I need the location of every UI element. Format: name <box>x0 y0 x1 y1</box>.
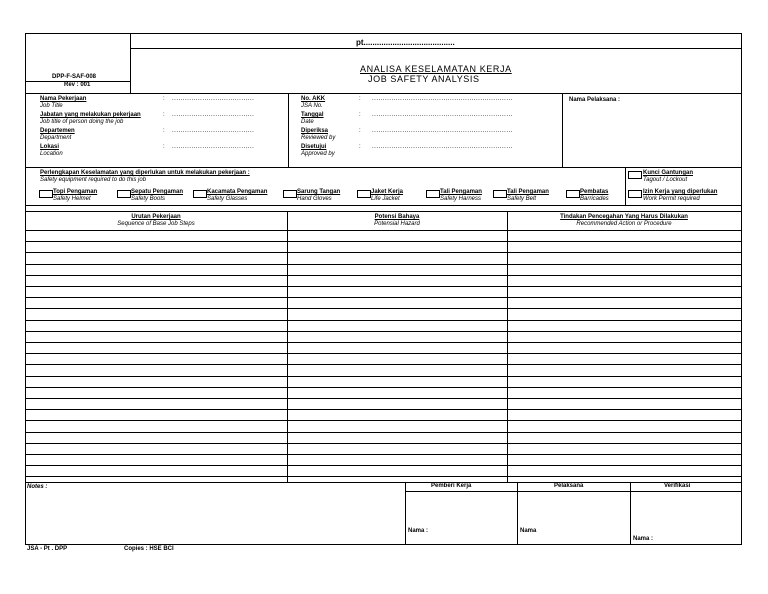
info-divider-1 <box>288 93 289 168</box>
ppe-item-label: Sepatu Pengaman <box>131 189 184 195</box>
header-divider <box>130 34 131 93</box>
info-left-label: Lokasi <box>40 144 60 150</box>
info-mid-colon: : <box>359 144 361 150</box>
pelaksana-label: Nama Pelaksana : <box>569 97 621 103</box>
table-row[interactable] <box>26 409 742 410</box>
jsa-form <box>25 33 742 545</box>
column-header-label: Urutan Pekerjaan <box>131 214 181 220</box>
column-header-sub: Sequence of Base Job Steps <box>117 221 195 227</box>
ppe-checkbox[interactable] <box>426 190 440 198</box>
sign-header-pelaksana: Pelaksana <box>554 483 584 489</box>
info-bottom <box>26 167 742 168</box>
ppe-item-sub: Safety Belt <box>507 196 537 202</box>
info-mid-label: Tanggal <box>301 112 324 118</box>
sign-name-pemberi[interactable]: Nama : <box>408 528 429 534</box>
info-left-field[interactable]: ...................................... <box>172 96 255 102</box>
footer-copies: Copies : HSE BCI <box>124 546 174 552</box>
company-name: pt......................................... <box>356 38 455 47</box>
table-row[interactable] <box>26 264 742 265</box>
ppe-item-sub: Safety Boots <box>131 196 166 202</box>
table-row[interactable] <box>26 432 742 433</box>
ppe-extra-label: Izin Kerja yang diperlukan <box>643 189 718 195</box>
ppe-checkbox[interactable] <box>357 190 371 198</box>
ppe-heading: Perlengkapan Keselamatan yang diperlukan untuk melakukan pekerjaan : <box>40 170 250 176</box>
footer-doc-ref: JSA - Pt . DPP <box>27 546 68 552</box>
table-row[interactable] <box>26 353 742 354</box>
ppe-item-label: Tali Pengaman <box>507 189 549 195</box>
info-mid-colon: : <box>359 96 361 102</box>
ppe-checkbox[interactable] <box>39 190 53 198</box>
info-left-field[interactable]: ...................................... <box>172 144 255 150</box>
ppe-checkbox[interactable] <box>566 190 580 198</box>
sign-header-pemberi: Pemberi Kerja <box>431 483 472 489</box>
sign-name-pelaksana[interactable]: Nama <box>520 528 537 534</box>
table-row[interactable] <box>26 230 742 231</box>
table-row[interactable] <box>26 331 742 332</box>
ppe-item-sub: Life Jacket <box>371 196 400 202</box>
table-row[interactable] <box>26 275 742 276</box>
info-mid-sub: Date <box>301 119 314 125</box>
ppe-item-label: Jaket Kerja <box>371 189 404 195</box>
ppe-item-sub: Barricades <box>580 196 609 202</box>
ppe-extra-sub: Tagout / Lockout <box>643 177 688 183</box>
company-line <box>130 48 742 49</box>
ppe-item-sub: Safety Helmet <box>53 196 91 202</box>
sign-name-verifikasi[interactable]: Nama : <box>633 536 654 542</box>
info-left-label: Nama Pekerjaan <box>40 96 87 102</box>
info-left-label: Departemen <box>40 128 75 134</box>
info-mid-label: Diperiksa <box>301 128 329 134</box>
ppe-item-label: Tali Pengaman <box>440 189 482 195</box>
header-bottom <box>26 93 742 94</box>
info-left-colon: : <box>163 144 165 150</box>
table-row[interactable] <box>26 476 742 477</box>
ppe-bottom-2 <box>26 211 742 212</box>
table-row[interactable] <box>26 398 742 399</box>
info-left-sub: Location <box>40 151 63 157</box>
table-row[interactable] <box>26 320 742 321</box>
sign-header-line <box>405 491 742 492</box>
ppe-heading-sub: Safety equipment required to do this job <box>40 177 147 183</box>
info-mid-field[interactable]: ................................................................. <box>372 128 513 134</box>
info-left-colon: : <box>163 128 165 134</box>
info-mid-label: No. AKK <box>301 96 326 102</box>
ppe-checkbox[interactable] <box>117 190 131 198</box>
table-row[interactable] <box>26 443 742 444</box>
table-row[interactable] <box>26 286 742 287</box>
table-row[interactable] <box>26 308 742 309</box>
info-left-colon: : <box>163 96 165 102</box>
info-left-sub: Job Title <box>40 103 63 109</box>
ppe-extra-label: Kunci Gantungan <box>643 170 693 176</box>
table-row[interactable] <box>26 252 742 253</box>
ppe-divider <box>625 167 626 205</box>
ppe-checkbox[interactable] <box>283 190 297 198</box>
footer-top <box>26 482 742 483</box>
doc-code: DPP-F-SAF-008 <box>52 74 97 80</box>
info-mid-field[interactable]: ................................................................. <box>372 112 513 118</box>
ppe-item-label: Sarung Tangan <box>297 189 341 195</box>
info-mid-sub: JSA No. <box>301 103 323 109</box>
info-mid-colon: : <box>359 112 361 118</box>
ppe-item-sub: Safety Glasses <box>207 196 248 202</box>
form-subtitle: JOB SAFETY ANALYSIS <box>368 74 480 84</box>
info-mid-field[interactable]: ................................................................. <box>372 144 513 150</box>
ppe-extra-checkbox[interactable] <box>628 190 642 198</box>
info-left-sub: Job title of person doing the job <box>40 119 124 125</box>
ppe-item-label: Kacamata Pengaman <box>207 189 268 195</box>
info-left-label: Jabatan yang melakukan pekerjaan <box>40 112 141 118</box>
sign-header-verifikasi: Verifikasi <box>664 483 691 489</box>
table-row[interactable] <box>26 297 742 298</box>
info-mid-sub: Approved by <box>301 151 335 157</box>
info-mid-field[interactable]: ................................................................. <box>372 96 513 102</box>
ppe-item-sub: Safety Harness <box>440 196 482 202</box>
revision: Rev : 001 <box>64 82 91 88</box>
ppe-checkbox[interactable] <box>493 190 507 198</box>
info-left-sub: Department <box>40 135 72 141</box>
info-mid-sub: Reviewed by <box>301 135 336 141</box>
table-row[interactable] <box>26 420 742 421</box>
notes-label: Notes : <box>27 484 48 490</box>
ppe-item-label: Topi Pengaman <box>53 189 98 195</box>
table-row[interactable] <box>26 364 742 365</box>
ppe-item-label: Pembatas <box>580 189 609 195</box>
ppe-bottom <box>26 205 742 206</box>
table-row[interactable] <box>26 342 742 343</box>
column-header-sub: Recommended Action or Procedure <box>576 221 672 227</box>
ppe-item-sub: Hand Gloves <box>297 196 332 202</box>
form-title: ANALISA KESELAMATAN KERJA <box>360 64 512 74</box>
table-row[interactable] <box>26 241 742 242</box>
info-left-field[interactable]: ...................................... <box>172 112 255 118</box>
info-left-colon: : <box>163 112 165 118</box>
ppe-extra-checkbox[interactable] <box>628 171 642 179</box>
table-row[interactable] <box>26 387 742 388</box>
info-divider-2 <box>562 93 563 168</box>
column-header-label: Tindakan Pencegahan Yang Harus Dilakukan <box>560 214 688 220</box>
ppe-checkbox[interactable] <box>193 190 207 198</box>
info-mid-label: Disetujui <box>301 144 327 150</box>
table-row[interactable] <box>26 454 742 455</box>
table-row[interactable] <box>26 376 742 377</box>
column-header-label: Potensi Bahaya <box>374 214 420 220</box>
info-mid-colon: : <box>359 128 361 134</box>
info-left-field[interactable]: ...................................... <box>172 128 255 134</box>
table-row[interactable] <box>26 465 742 466</box>
ppe-extra-sub: Work Permit required <box>643 196 700 202</box>
column-header-sub: Potensial Hazard <box>374 221 420 227</box>
